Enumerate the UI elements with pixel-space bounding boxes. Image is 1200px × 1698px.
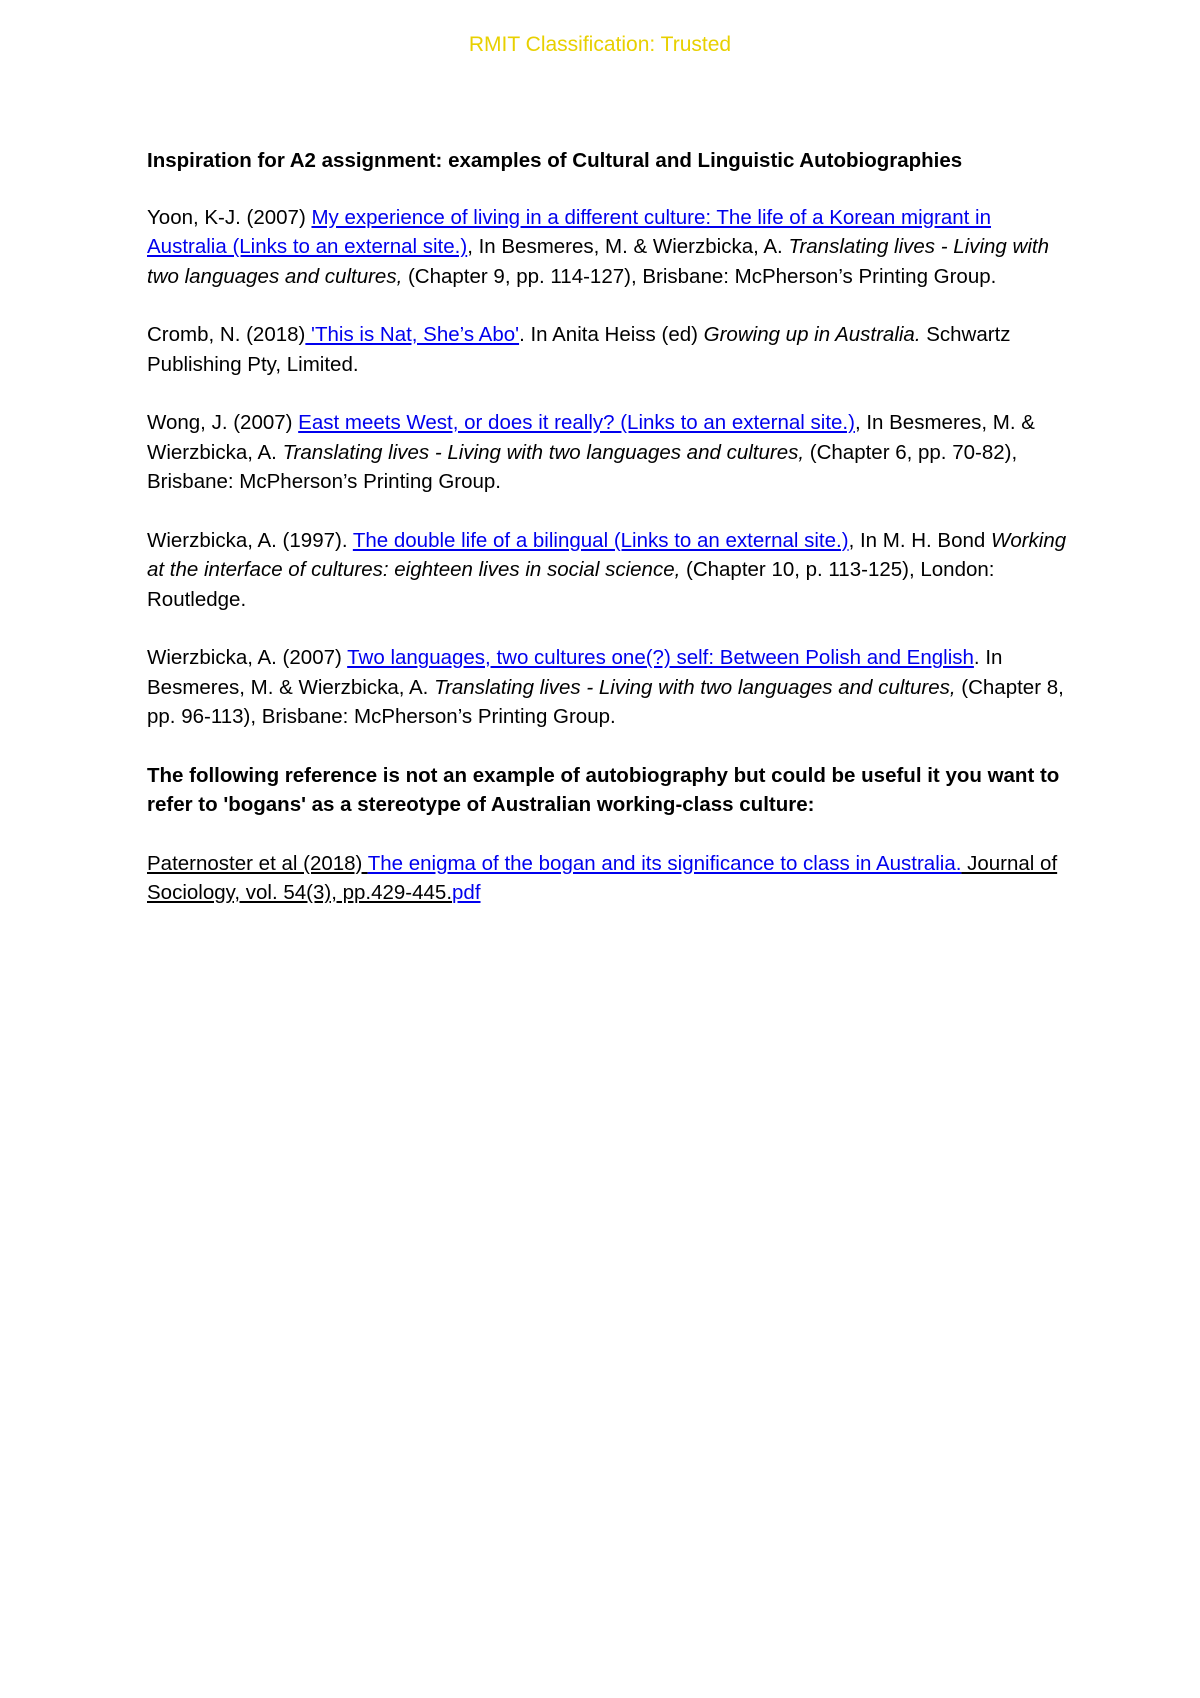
reference-author: Wierzbicka, A. (2007): [147, 646, 348, 669]
classification-header: RMIT Classification: Trusted: [468, 33, 732, 56]
reference-author: Paternoster et al (2018): [147, 851, 368, 875]
reference-details: (Chapter 10, p. 113-125), London: Routledge.: [147, 558, 995, 611]
reference-cromb: [147, 320, 1067, 379]
reference-text: , In Besmeres, M. & Wierzbicka, A.: [467, 235, 789, 258]
reference-text: , In M. H. Bond: [848, 528, 991, 552]
reference-author: Yoon, K-J. (2007): [147, 205, 312, 229]
reference-wierzbicka-2007: [147, 643, 1067, 732]
bogan-note: The following reference is not an example of autobiography but could be useful it you want to refer to 'bogans' as a stereotype of Australian working-class culture:: [147, 763, 1060, 816]
reference-book-title: Growing up in Australia.: [703, 323, 921, 346]
reference-author: Wong, J. (2007): [147, 411, 299, 434]
reference-details: (Chapter 8, pp. 96-113), Brisbane: McPherson’s Printing Group.: [147, 675, 1064, 728]
reference-link-wierzbicka-2007[interactable]: Two languages, two cultures one(?) self: Between Polish and English: [347, 646, 974, 669]
reference-author: Wierzbicka, A. (1997).: [147, 528, 353, 552]
reference-link-yoon[interactable]: My experience of living in a different culture: The life of a Korean migrant in Australia (Links to an external site.): [147, 205, 992, 258]
reference-author: Cromb, N. (2018): [147, 323, 306, 346]
reference-wong: [147, 408, 1067, 497]
reference-book-title: Translating lives - Living with two languages and cultures,: [147, 235, 1049, 288]
reference-link-wong[interactable]: East meets West, or does it really? (Links to an external site.): [298, 411, 855, 434]
document-body: [147, 146, 1067, 937]
reference-book-title: Translating lives - Living with two languages and cultures,: [282, 440, 805, 464]
reference-link-cromb[interactable]: 'This is Nat, She’s Abo': [305, 323, 520, 346]
reference-link-wierzbicka-1997[interactable]: The double life of a bilingual (Links to an external site.): [352, 528, 849, 552]
reference-details: Schwartz Publishing Pty, Limited.: [147, 323, 1011, 376]
pdf-link[interactable]: pdf: [452, 881, 481, 904]
reference-details: (Chapter 9, pp. 114-127), Brisbane: McPherson’s Printing Group.: [402, 264, 997, 288]
reference-book-title: Working at the interface of cultures: eighteen lives in social science,: [147, 528, 1067, 581]
reference-yoon: [147, 203, 1067, 292]
reference-book-title: Translating lives - Living with two languages and cultures,: [434, 675, 956, 699]
reference-link-paternoster[interactable]: The enigma of the bogan and its significance to class in Australia.: [367, 851, 962, 875]
reference-details: (Chapter 6, pp. 70-82), Brisbane: McPherson’s Printing Group.: [147, 440, 1018, 493]
reference-text: , In Besmeres, M. & Wierzbicka, A.: [147, 411, 1035, 464]
reference-journal: Journal of Sociology, vol. 54(3), pp.429-445.: [147, 851, 1058, 904]
page-title: Inspiration for A2 assignment: examples of Cultural and Linguistic Autobiographies: [147, 149, 963, 172]
reference-wierzbicka-1997: [147, 526, 1067, 615]
reference-text: . In Anita Heiss (ed): [519, 323, 704, 346]
reference-text: . In Besmeres, M. & Wierzbicka, A.: [147, 646, 1003, 699]
reference-paternoster: [147, 849, 1067, 908]
